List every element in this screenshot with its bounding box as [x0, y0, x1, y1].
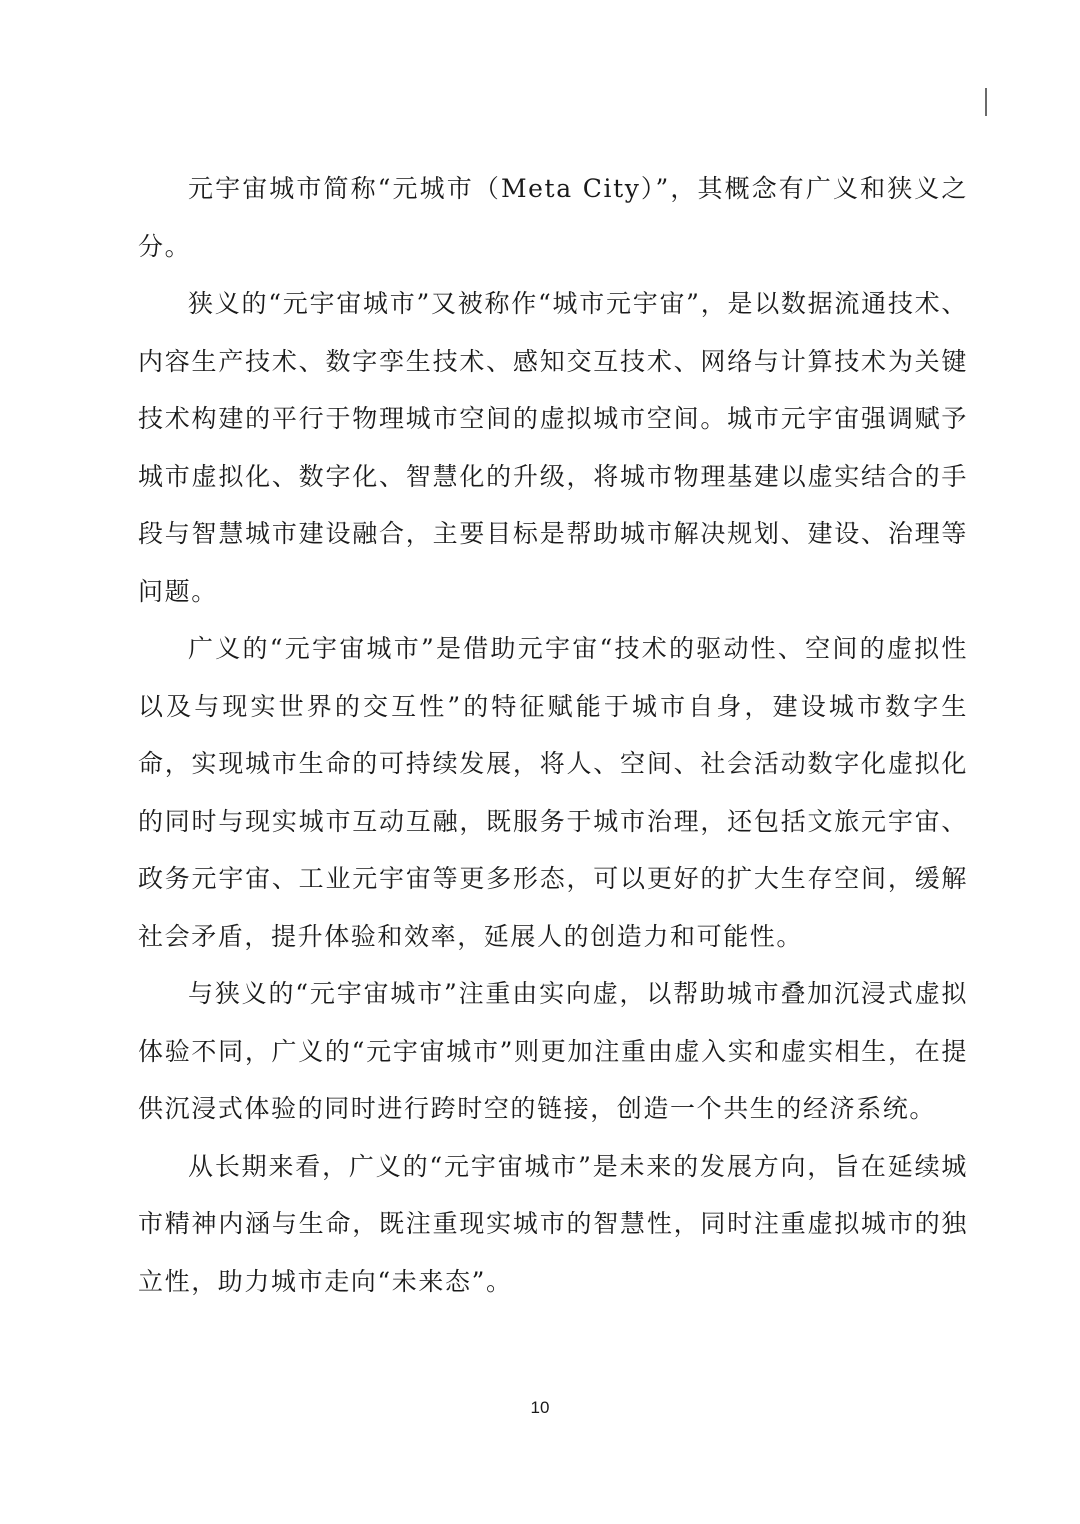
page-corner-mark: [985, 88, 987, 116]
body-text: [138, 160, 968, 1310]
paragraph-definition: 元宇宙城市简称“元城市（Meta City）”，其概念有广义和狭义之分。: [138, 174, 968, 261]
paragraph-narrow-sense: 狭义的“元宇宙城市”又被称作“城市元宇宙”，是以数据流通技术、内容生产技术、数字孪生技术、感知交互技术、网络与计算技术为关键技术构建的平行于物理城市空间的虚拟城市空间。城市元宇宙强调赋予城市虚拟化、数字化、智慧化的升级，将城市物理基建以虚实结合的手段与智慧城市建设融合，主要目标是帮助城市解决规划、建设、治理等问题。: [138, 289, 968, 606]
paragraph-comparison: 与狭义的“元宇宙城市”注重由实向虚，以帮助城市叠加沉浸式虚拟体验不同，广义的“元宇宙城市”则更加注重由虚入实和虚实相生，在提供沉浸式体验的同时进行跨时空的链接，创造一个共生的经济系统。: [138, 979, 968, 1123]
paragraph-broad-sense: 广义的“元宇宙城市”是借助元宇宙“技术的驱动性、空间的虚拟性以及与现实世界的交互性”的特征赋能于城市自身，建设城市数字生命，实现城市生命的可持续发展，将人、空间、社会活动数字化虚拟化的同时与现实城市互动互融，既服务于城市治理，还包括文旅元宇宙、政务元宇宙、工业元宇宙等更多形态，可以更好的扩大生存空间，缓解社会矛盾，提升体验和效率，延展人的创造力和可能性。: [138, 634, 968, 951]
paragraph-outlook: 从长期来看，广义的“元宇宙城市”是未来的发展方向，旨在延续城市精神内涵与生命，既注重现实城市的智慧性，同时注重虚拟城市的独立性，助力城市走向“未来态”。: [138, 1151, 968, 1296]
page-number: 10: [530, 1398, 550, 1417]
